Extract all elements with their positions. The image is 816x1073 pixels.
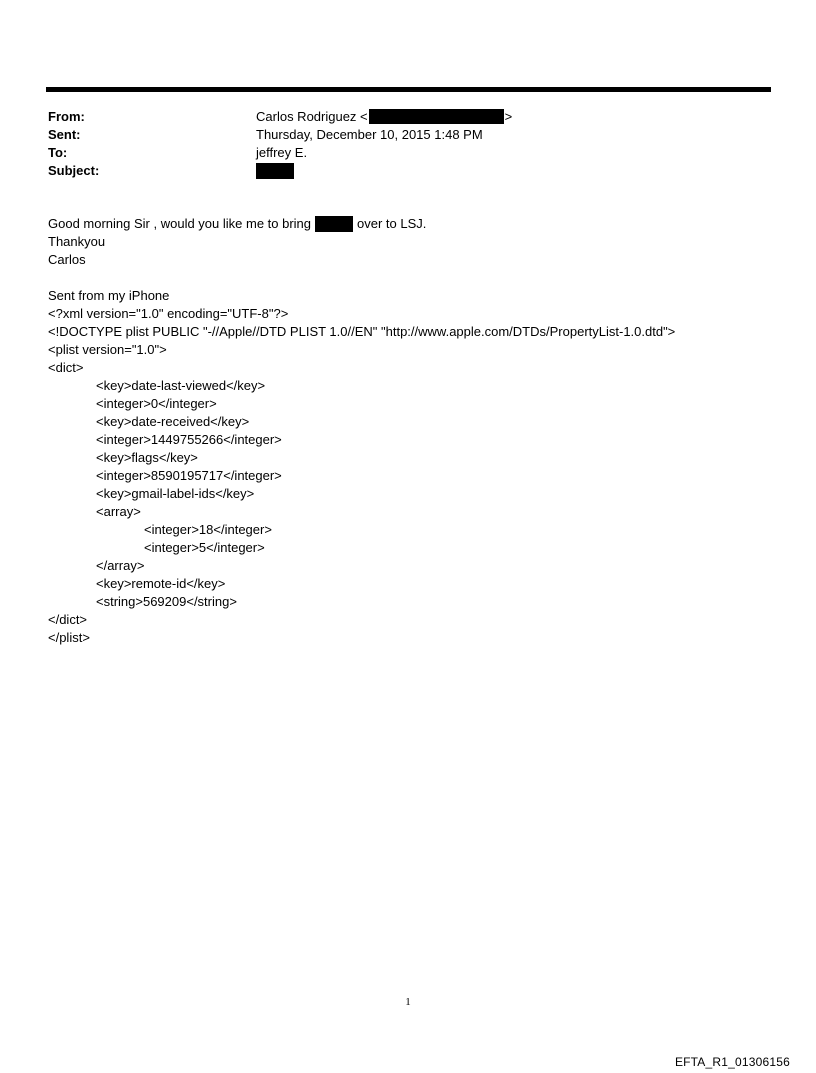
from-label: From:	[48, 109, 85, 124]
message-text-before: Good morning Sir , would you like me to bring	[48, 216, 312, 231]
message-line-1	[48, 215, 788, 233]
dict-close: </dict>	[48, 612, 88, 627]
value-date-received: <integer>1449755266</integer>	[96, 432, 282, 447]
subject-value	[256, 162, 294, 180]
xml-declaration: <?xml version="1.0" encoding="UTF-8"?>	[48, 306, 289, 321]
sent-label: Sent:	[48, 127, 81, 142]
signature-line: Sent from my iPhone	[48, 288, 170, 303]
redacted-email	[369, 109, 504, 124]
key-gmail-label-ids: <key>gmail-label-ids</key>	[96, 486, 255, 501]
array-open: <array>	[96, 504, 141, 519]
array-close: </array>	[96, 558, 145, 573]
header-rule	[46, 87, 771, 92]
spacer	[48, 269, 788, 287]
from-name: Carlos Rodriguez <	[256, 109, 368, 124]
key-flags: <key>flags</key>	[96, 450, 198, 465]
document-id: EFTA_R1_01306156	[674, 1055, 790, 1069]
value-remote-id: <string>569209</string>	[96, 594, 237, 609]
redacted-word	[315, 216, 353, 232]
doctype-line: <!DOCTYPE plist PUBLIC "-//Apple//DTD PLIST 1.0//EN" "http://www.apple.com/DTDs/PropertyList-1.0.dtd">	[48, 324, 676, 339]
subject-label: Subject:	[48, 163, 100, 178]
to-row	[48, 144, 748, 162]
to-value: jeffrey E.	[256, 145, 308, 160]
array-item-2: <integer>5</integer>	[144, 540, 265, 555]
to-label: To:	[48, 145, 68, 160]
plist-open: <plist version="1.0">	[48, 342, 167, 357]
from-row	[48, 108, 748, 126]
from-close-bracket: >	[504, 109, 513, 124]
message-line-2: Thankyou	[48, 234, 106, 249]
redacted-subject	[256, 163, 294, 179]
email-body	[48, 215, 788, 647]
array-item-1: <integer>18</integer>	[144, 522, 272, 537]
sent-value: Thursday, December 10, 2015 1:48 PM	[256, 127, 483, 142]
message-line-3: Carlos	[48, 252, 86, 267]
value-flags: <integer>8590195717</integer>	[96, 468, 282, 483]
sent-row	[48, 126, 748, 144]
value-date-last-viewed: <integer>0</integer>	[96, 396, 217, 411]
subject-row	[48, 162, 748, 180]
dict-open: <dict>	[48, 360, 84, 375]
page-number: 1	[405, 996, 411, 1008]
key-date-last-viewed: <key>date-last-viewed</key>	[96, 378, 266, 393]
key-remote-id: <key>remote-id</key>	[96, 576, 226, 591]
plist-close: </plist>	[48, 630, 90, 645]
key-date-received: <key>date-received</key>	[96, 414, 250, 429]
message-text-after: over to LSJ.	[357, 216, 427, 231]
from-value	[256, 108, 512, 126]
email-header	[48, 108, 748, 180]
